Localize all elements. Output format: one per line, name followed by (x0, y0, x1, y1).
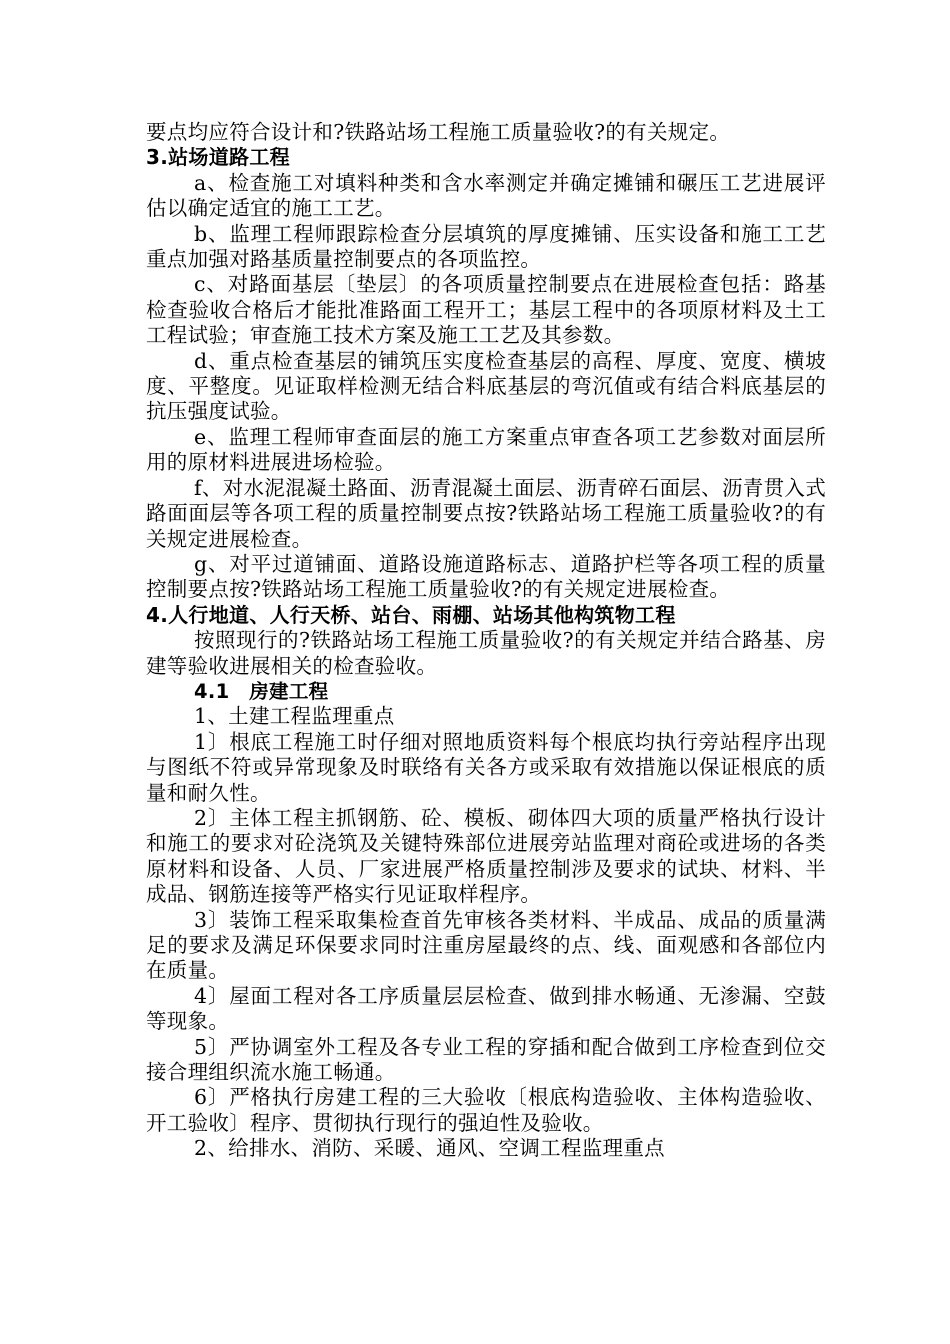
paragraph-item-f: f、对水泥混凝土路面、沥青混凝土面层、沥青碎石面层、沥青贯入式路面面层等各项工程的质量控制要点按?铁路站场工程施工质量验收?的有关规定进展检查。 (146, 475, 826, 551)
paragraph-civil-item-6: 6〕严格执行房建工程的三大验收〔根底构造验收、主体构造验收、开工验收〕程序、贯彻执行现行的强迫性及验收。 (146, 1085, 826, 1135)
paragraph-item-e: e、监理工程师审查面层的施工方案重点审查各项工艺参数对面层所用的原材料进展进场检验。 (146, 424, 826, 475)
document-body (146, 120, 826, 1162)
paragraph-civil-item-2: 2〕主体工程主抓钢筋、砼、模板、砌体四大项的质量严格执行设计和施工的要求对砼浇筑及关键特殊部位进展旁站监理对商砼或进场的各类原材料和设备、人员、厂家进展严格质量控制涉及要求的试块、材料、半成品、钢筋连接等严格实行见证取样程序。 (146, 805, 826, 907)
paragraph-item-d: d、重点检查基层的铺筑压实度检查基层的高程、厚度、宽度、横坡度、平整度。见证取样检测无结合料底基层的弯沉值或有结合料底基层的抗压强度试验。 (146, 348, 826, 424)
paragraph-civil-item-4: 4〕屋面工程对各工序质量层层检查、做到排水畅通、无渗漏、空鼓等现象。 (146, 983, 826, 1034)
paragraph-item-g: g、对平过道铺面、道路设施道路标志、道路护栏等各项工程的质量控制要点按?铁路站场工程施工质量验收?的有关规定进展检查。 (146, 551, 826, 602)
subsection-heading-4-1: 4.1 房建工程 (194, 679, 329, 703)
paragraph-civil-works-title: 1、土建工程监理重点 (194, 704, 395, 729)
section-heading-3: 3.站场道路工程 (146, 145, 290, 170)
paragraph-mep-works-title: 2、给排水、消防、采暖、通风、空调工程监理重点 (194, 1136, 665, 1161)
paragraph-continuation: 要点均应符合设计和?铁路站场工程施工质量验收?的有关规定。 (146, 120, 731, 144)
paragraph-item-c: c、对路面基层〔垫层〕的各项质量控制要点在进展检查包括：路基检查验收合格后才能批准路面工程开工；基层工程中的各项原材料及土工工程试验；审查施工技术方案及施工工艺及其参数。 (146, 272, 826, 348)
paragraph-section-4-intro: 按照现行的?铁路站场工程施工质量验收?的有关规定并结合路基、房建等验收进展相关的检查验收。 (146, 628, 826, 678)
paragraph-item-a: a、检查施工对填料种类和含水率测定并确定摊铺和碾压工艺进展评估以确定适宜的施工工艺。 (146, 170, 826, 221)
paragraph-civil-item-5: 5〕严协调室外工程及各专业工程的穿插和配合做到工序检查到位交接合理组织流水施工畅通。 (146, 1034, 826, 1085)
section-heading-4: 4.人行地道、人行天桥、站台、雨棚、站场其他构筑物工程 (146, 602, 676, 627)
paragraph-civil-item-1: 1〕根底工程施工时仔细对照地质资料每个根底均执行旁站程序出现与图纸不符或异常现象及时联络有关各方或采取有效措施以保证根底的质量和耐久性。 (146, 729, 826, 805)
paragraph-civil-item-3: 3〕装饰工程采取集检查首先审核各类材料、半成品、成品的质量满足的要求及满足环保要求同时注重房屋最终的点、线、面观感和各部位内在质量。 (146, 907, 826, 983)
paragraph-item-b: b、监理工程师跟踪检查分层填筑的厚度摊铺、压实设备和施工工艺重点加强对路基质量控制要点的各项监控。 (146, 221, 826, 272)
